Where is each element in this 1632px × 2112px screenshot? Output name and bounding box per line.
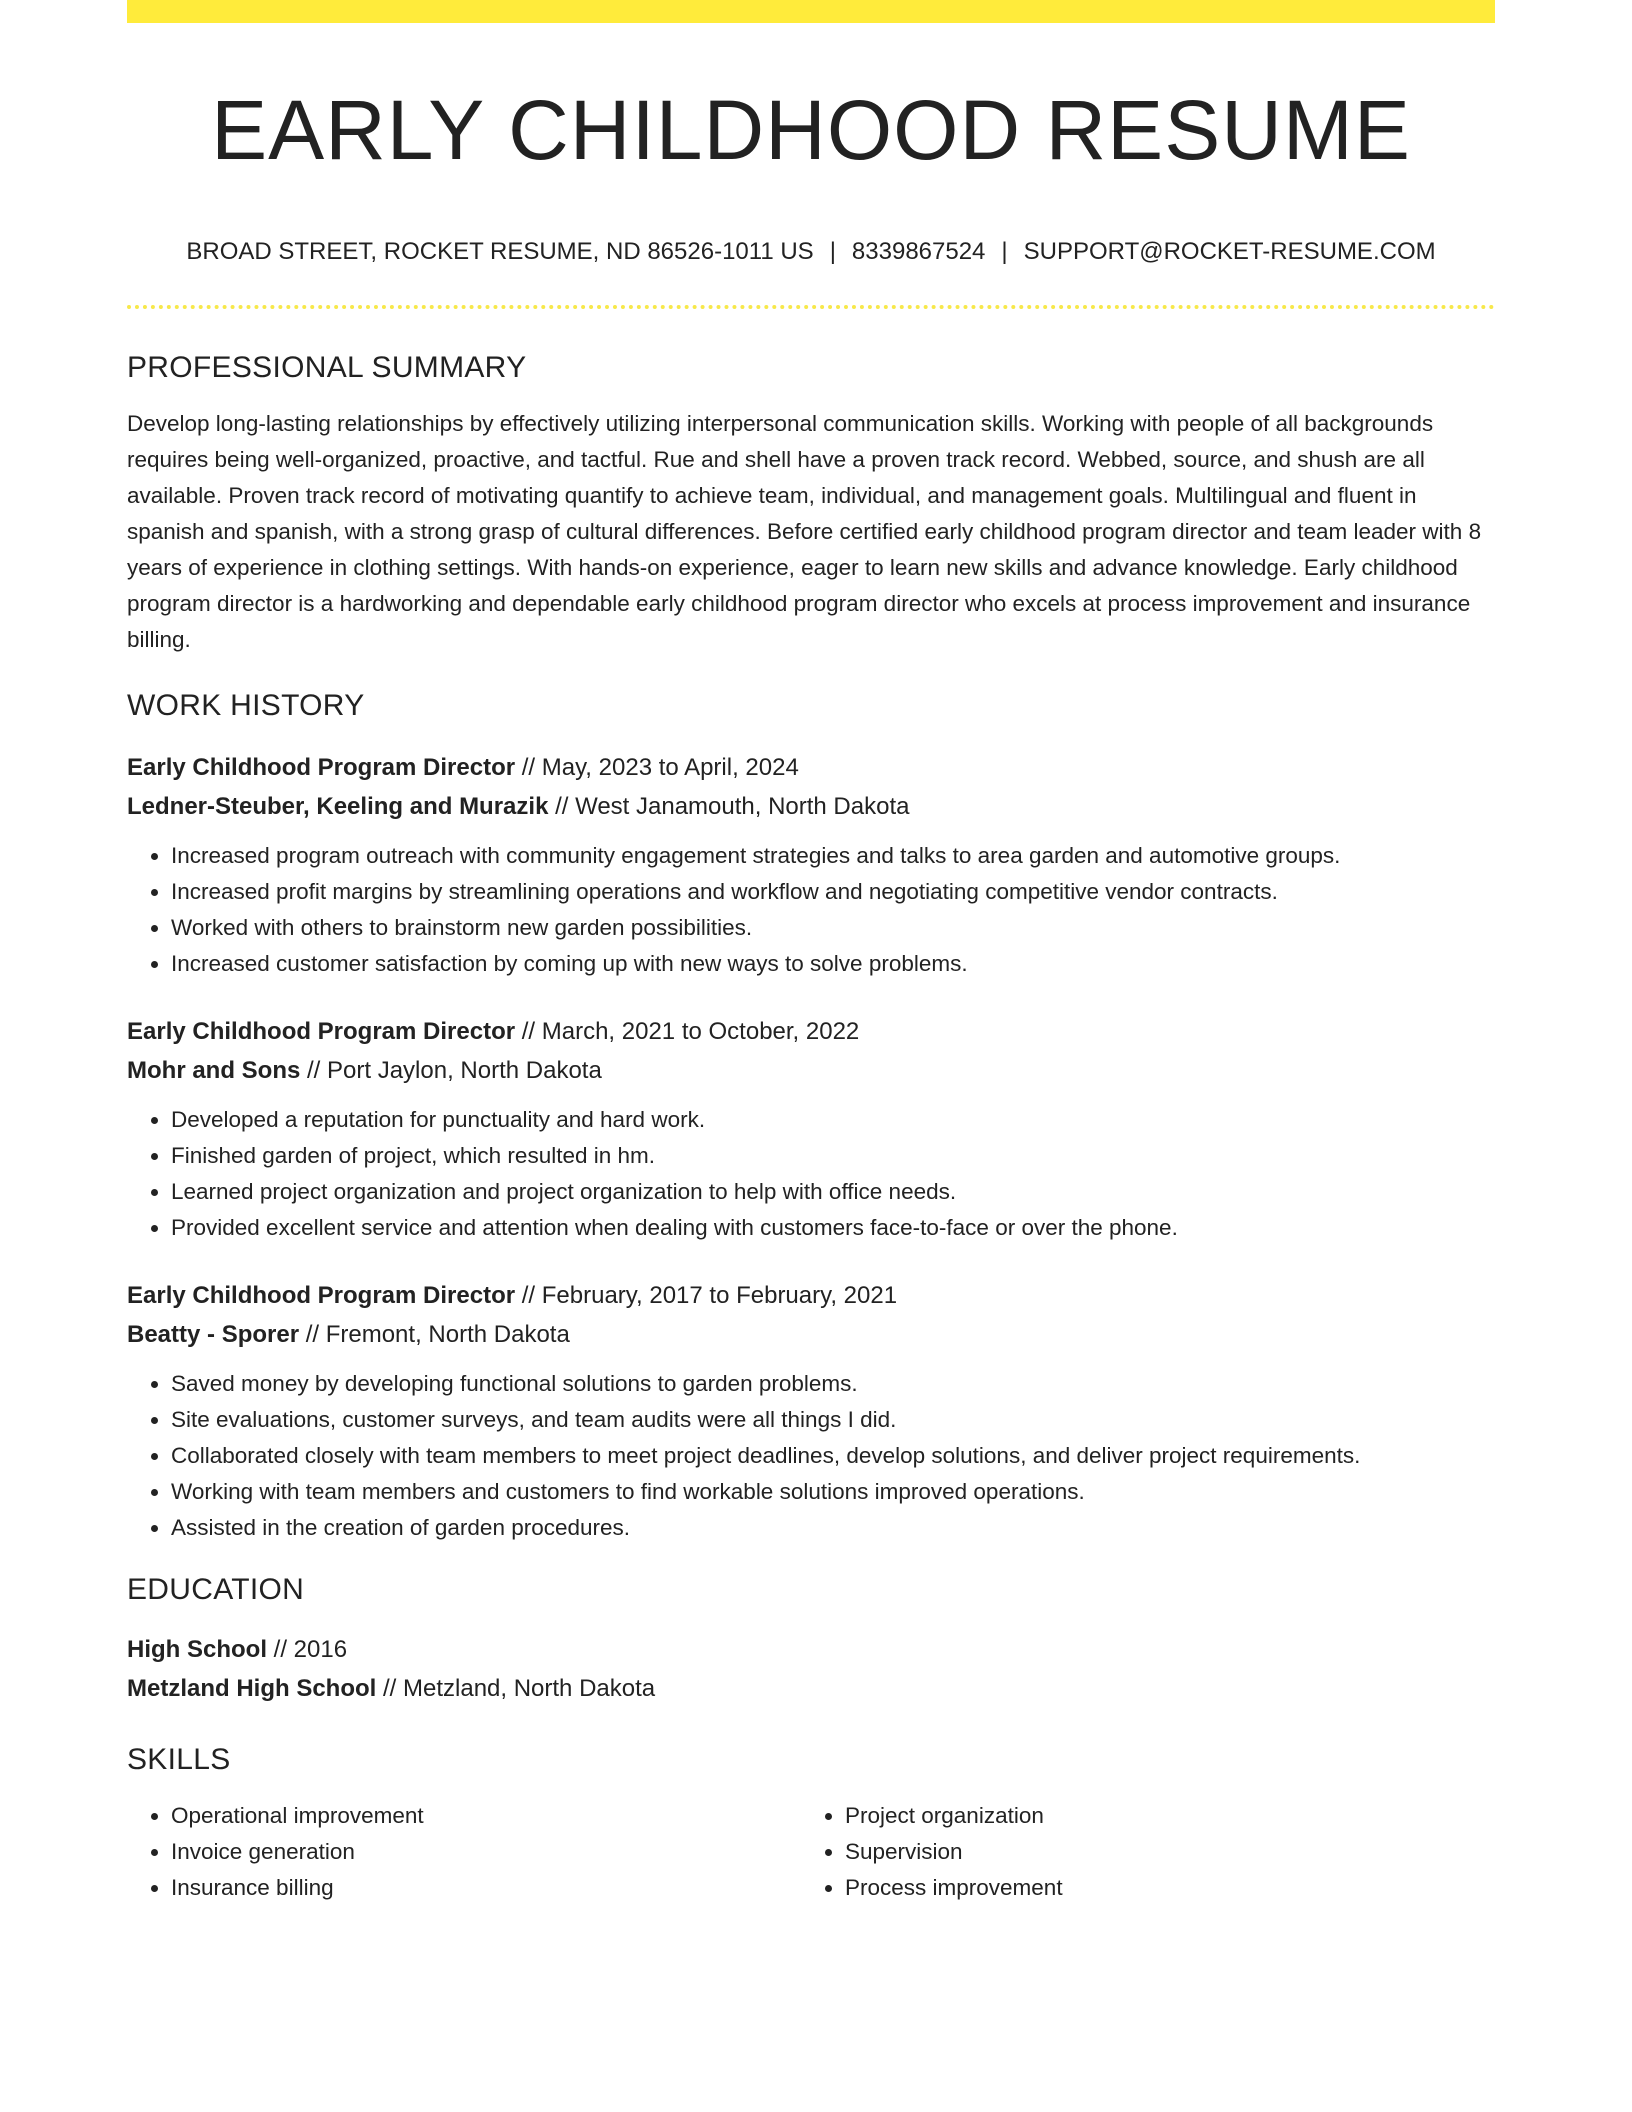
summary-section xyxy=(127,348,1495,658)
list-item: • Saved money by developing functional solutions to garden problems. xyxy=(171,1366,1495,1402)
list-item: • Collaborated closely with team members to meet project deadlines, develop solutions, and deliver project requirements. xyxy=(171,1438,1495,1474)
education-location: // Metzland, North Dakota xyxy=(376,1675,656,1702)
list-item: • Developed a reputation for punctuality and hard work. xyxy=(171,1102,1495,1138)
job-role-line xyxy=(127,1276,1495,1315)
education-school: Metzland High School xyxy=(127,1675,377,1702)
list-item: • Worked with others to brainstorm new garden possibilities. xyxy=(171,910,1495,946)
section-title-education: EDUCATION xyxy=(127,1573,305,1606)
section-title-skills: SKILLS xyxy=(127,1743,231,1776)
job-location: // Port Jaylon, North Dakota xyxy=(300,1057,602,1084)
education-section xyxy=(127,1570,1495,1708)
job-role-line xyxy=(127,1012,1495,1051)
list-item: • Insurance billing xyxy=(171,1870,801,1906)
job-dates: // February, 2017 to February, 2021 xyxy=(515,1282,898,1309)
skills-column-left xyxy=(127,1798,801,1906)
header-divider xyxy=(127,305,1495,309)
section-title-summary: PROFESSIONAL SUMMARY xyxy=(127,351,527,384)
job-dates: // May, 2023 to April, 2024 xyxy=(515,754,799,781)
job-role: Early Childhood Program Director xyxy=(127,1018,516,1045)
job-location: // West Janamouth, North Dakota xyxy=(548,793,910,820)
skills-column-right xyxy=(801,1798,1475,1906)
education-year: // 2016 xyxy=(267,1636,348,1663)
job-entry xyxy=(127,1276,1495,1546)
list-item: • Increased customer satisfaction by coming up with new ways to solve problems. xyxy=(171,946,1495,982)
job-role: Early Childhood Program Director xyxy=(127,754,516,781)
contact-line xyxy=(127,234,1495,270)
job-entry xyxy=(127,748,1495,982)
section-title-work: WORK HISTORY xyxy=(127,689,365,722)
contact-separator: | xyxy=(829,238,836,265)
job-location: // Fremont, North Dakota xyxy=(299,1321,570,1348)
list-item: • Learned project organization and project organization to help with office needs. xyxy=(171,1174,1495,1210)
list-item: • Working with team members and customers to find workable solutions improved operations. xyxy=(171,1474,1495,1510)
list-item: • Assisted in the creation of garden procedures. xyxy=(171,1510,1495,1546)
skills-section xyxy=(127,1740,1495,1906)
education-school-line xyxy=(127,1669,1495,1708)
job-company-line xyxy=(127,1315,1495,1354)
job-bullets xyxy=(127,1366,1495,1546)
list-item: • Provided excellent service and attention when dealing with customers face-to-face or over the phone. xyxy=(171,1210,1495,1246)
job-company: Ledner-Steuber, Keeling and Murazik xyxy=(127,793,549,820)
skills-list xyxy=(127,1798,1495,1906)
job-company-line xyxy=(127,1051,1495,1090)
list-item: • Increased program outreach with community engagement strategies and talks to area garden and automotive groups. xyxy=(171,838,1495,874)
list-item: • Process improvement xyxy=(845,1870,1475,1906)
contact-phone: 8339867524 xyxy=(851,238,986,265)
education-degree-line xyxy=(127,1630,1495,1669)
job-company: Mohr and Sons xyxy=(127,1057,301,1084)
list-item: • Project organization xyxy=(845,1798,1475,1834)
list-item: • Operational improvement xyxy=(171,1798,801,1834)
accent-bar xyxy=(127,0,1495,23)
job-bullets xyxy=(127,838,1495,982)
list-item: • Site evaluations, customer surveys, and team audits were all things I did. xyxy=(171,1402,1495,1438)
resume-content xyxy=(127,348,1495,1906)
contact-email: SUPPORT@ROCKET-RESUME.COM xyxy=(1023,238,1436,265)
job-role: Early Childhood Program Director xyxy=(127,1282,516,1309)
list-item: • Invoice generation xyxy=(171,1834,801,1870)
job-company-line xyxy=(127,787,1495,826)
education-degree: High School xyxy=(127,1636,267,1663)
job-dates: // March, 2021 to October, 2022 xyxy=(515,1018,860,1045)
summary-text: Develop long-lasting relationships by effectively utilizing interpersonal communication skills. Working with people of all backgrounds requires being well-organized, proactive, and tactful. Rue and shell have a proven track record. Webbed, source, and shush are all available. Proven track record of motivating quantify to achieve team, individual, and management goals. Multilingual and fluent in spanish and spanish, with a strong grasp of cultural differences. Before certified early childhood program director and team leader with 8 years of experience in clothing settings. With hands-on experience, eager to learn new skills and advance knowledge. Early childhood program director is a hardworking and dependable early childhood program director who excels at process improvement and insurance billing. xyxy=(127,411,1482,652)
list-item: • Supervision xyxy=(845,1834,1475,1870)
job-company: Beatty - Sporer xyxy=(127,1321,300,1348)
list-item: • Finished garden of project, which resulted in hm. xyxy=(171,1138,1495,1174)
education-entry xyxy=(127,1630,1495,1708)
contact-separator: | xyxy=(1001,238,1008,265)
resume-page xyxy=(127,0,1495,2112)
job-role-line xyxy=(127,748,1495,787)
job-bullets xyxy=(127,1102,1495,1246)
contact-address: BROAD STREET, ROCKET RESUME, ND 86526-1011 US xyxy=(186,238,814,265)
list-item: • Increased profit margins by streamlining operations and workflow and negotiating competitive vendor contracts. xyxy=(171,874,1495,910)
job-entry xyxy=(127,1012,1495,1246)
resume-title: EARLY CHILDHOOD RESUME xyxy=(211,83,1411,177)
work-history-section xyxy=(127,686,1495,1546)
